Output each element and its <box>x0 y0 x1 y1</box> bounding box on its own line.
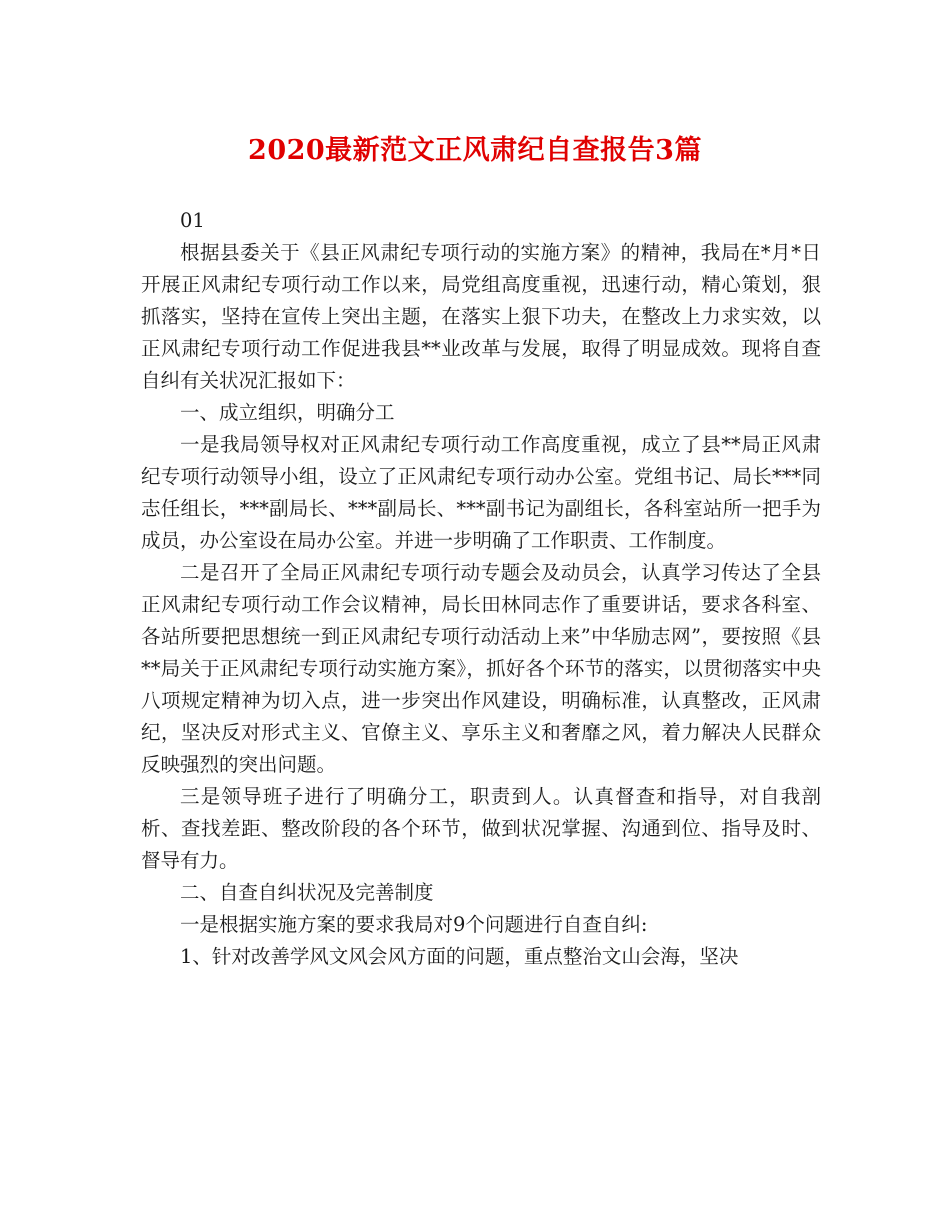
section-heading-1: 一、成立组织，明确分工 <box>180 401 395 424</box>
intro-paragraph: 根据县委关于《县正风肃纪专项行动的实施方案》的精神，我局在*月*日开展正风肃纪专项行动工作以来，局党组高度重视，迅速行动，精心策划，狠抓落实，坚持在宣传上突出主题，在落实上狠下功夫，在整改上力求实效，以正风肃纪专项行动工作促进我县**业改革与发展，取得了明显成效。现将自查自纠有关状况汇报如下： <box>141 241 821 392</box>
document-body <box>141 205 821 973</box>
body-paragraph: 一是根据实施方案的要求我局对9个问题进行自查自纠: <box>180 913 648 936</box>
body-paragraph: 1、针对改善学风文风会风方面的问题，重点整治文山会海，坚决 <box>180 945 739 968</box>
document-title: 2020最新范文正风肃纪自查报告3篇 <box>248 135 702 166</box>
section-number: 01 <box>180 209 205 232</box>
body-paragraph: 二是召开了全局正风肃纪专项行动专题会及动员会，认真学习传达了全县正风肃纪专项行动工作会议精神，局长田林同志作了重要讲话，要求各科室、各站所要把思想统一到正风肃纪专项行动活动上来”中华励志网”，要按照《县**局关于正风肃纪专项行动实施方案》，抓好各个环节的落实，以贯彻落实中央八项规定精神为切入点，进一步突出作风建设，明确标准，认真整改，正风肃纪，坚决反对形式主义、官僚主义、享乐主义和奢靡之风，着力解决人民群众反映强烈的突出问题。 <box>141 561 821 776</box>
section-heading-2: 二、自查自纠状况及完善制度 <box>180 881 434 904</box>
body-paragraph: 一是我局领导权对正风肃纪专项行动工作高度重视，成立了县**局正风肃纪专项行动领导小组，设立了正风肃纪专项行动办公室。党组书记、局长***同志任组长，***副局长、***副局长、***副书记为副组长，各科室站所一把手为成员，办公室设在局办公室。并进一步明确了工作职责、工作制度。 <box>141 433 821 552</box>
body-paragraph: 三是领导班子进行了明确分工，职责到人。认真督查和指导，对自我剖析、查找差距、整改阶段的各个环节，做到状况掌握、沟通到位、指导及时、督导有力。 <box>141 785 821 872</box>
